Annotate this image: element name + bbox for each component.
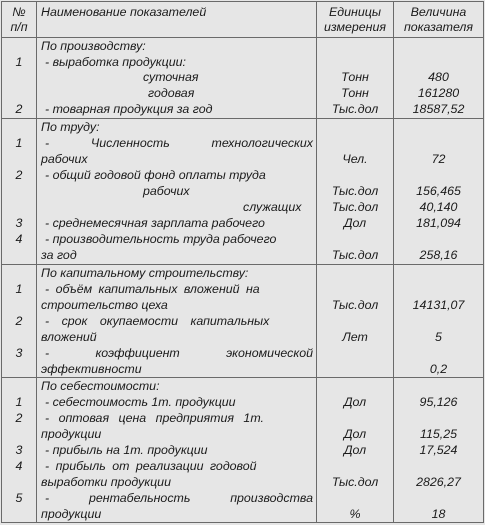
s3-r3-num: 3 <box>15 346 23 360</box>
header-unit-line1: Единицы <box>329 5 381 19</box>
section-capital-title: По капитальному строительству: <box>41 266 249 280</box>
s2-r2a-value: 156,465 <box>416 184 461 198</box>
s4-r1-unit: Дол <box>343 395 367 409</box>
s2-r1-num: 1 <box>15 136 23 150</box>
s2-r1-value: 72 <box>431 152 446 166</box>
s4-r5-label-line1 <box>45 490 313 506</box>
s3-r1-value: 14131,07 <box>412 298 465 312</box>
s3-r2-num: 2 <box>15 314 23 328</box>
s4-r4-label-line2: выработки продукции <box>41 475 171 489</box>
s4-r1-num: 1 <box>15 395 23 409</box>
s3-r3-label-line2: эффективности <box>41 362 142 376</box>
s4-r5-label-line2: продукции <box>41 507 102 521</box>
s3-r1-num: 1 <box>15 282 23 296</box>
s3-r3-label-line1 <box>45 345 313 361</box>
indicators-table <box>1 1 484 523</box>
s3-r3-word2: коэффициент <box>95 346 180 360</box>
s3-r2-label-line1: - срок окупаемости капитальных <box>45 314 270 328</box>
s4-r4-num: 4 <box>15 459 23 473</box>
s3-r1-label-line2: строительство цеха <box>41 298 168 312</box>
s4-r2-label-line2: продукции <box>41 427 102 441</box>
s2-r3-value: 181,094 <box>416 216 461 230</box>
section-labor-title: По труду: <box>41 120 100 134</box>
s4-r5-value: 18 <box>431 507 446 521</box>
s3-r1-unit: Тыс.дол <box>331 298 379 312</box>
s3-r2-unit: Лет <box>342 330 368 344</box>
header-num-full <box>2 4 36 20</box>
s4-r2-num: 2 <box>15 411 23 425</box>
s4-r5-unit: % <box>349 507 361 521</box>
s4-r1-label: - себестоимость 1т. продукции <box>45 395 236 409</box>
s4-r5-word1: - <box>45 491 50 505</box>
s4-r4-unit: Тыс.дол <box>331 475 379 489</box>
header-num-line2: п/п <box>10 20 28 34</box>
s2-r2-label: - общий годовой фонд оплаты труда <box>45 168 266 182</box>
s3-r3-word3: экономической <box>226 346 313 360</box>
s1-r2-label: - товарная продукция за год <box>45 102 213 116</box>
s2-r2b-unit: Тыс.дол <box>331 200 379 214</box>
s1-r1a-value: 480 <box>428 70 449 84</box>
s2-r4-label-line1: - производительность труда рабочего <box>45 232 277 246</box>
s4-r2-label-line1: - оптовая цена предприятия 1т. <box>45 411 264 425</box>
s2-r1-word3: технологических <box>211 136 313 150</box>
s2-r4-label-line2: за год <box>41 248 77 262</box>
s4-r4-label-line1: - прибыль от реализации годовой <box>45 459 257 473</box>
s2-r1-unit: Чел. <box>342 152 368 166</box>
col-divider-1 <box>36 1 37 523</box>
s4-r5-num: 5 <box>15 491 23 505</box>
s2-r1-word1: - <box>45 136 50 150</box>
s3-r3-word1: - <box>45 346 50 360</box>
s2-r2-num: 2 <box>15 168 23 182</box>
s3-r3-value: 0,2 <box>429 362 448 376</box>
s2-r2b-label: служащих <box>243 200 302 214</box>
s2-r1-word2: Численность <box>90 136 170 150</box>
s1-r2-value: 18587,52 <box>412 102 465 116</box>
header-unit-line2: измерения <box>323 20 386 34</box>
s4-r3-value: 17,524 <box>419 443 458 457</box>
s4-r5-word3: производства <box>230 491 313 505</box>
s4-r5-word2: рентабельность <box>88 491 191 505</box>
s4-r3-unit: Дол <box>343 443 367 457</box>
header-num-line1: № <box>12 5 26 19</box>
header-value-line1: Величина <box>410 5 467 19</box>
s3-r2-value: 5 <box>435 330 442 344</box>
border-top <box>1 1 484 2</box>
s3-r1-label-line1: - объём капитальных вложений на <box>45 282 260 296</box>
s2-r1-label-line1 <box>45 135 313 151</box>
section-production-title: По производству: <box>41 39 146 53</box>
s1-r1b-label: годовая <box>148 86 195 100</box>
header-value-line2: показателя <box>403 20 474 34</box>
s1-r1b-unit: Тонн <box>341 86 369 100</box>
s4-r4-value: 2826,27 <box>416 475 461 489</box>
s3-r2-label-line2: вложений <box>41 330 97 344</box>
border-bottom <box>1 522 484 523</box>
s1-r2-unit: Тыс.дол <box>331 102 379 116</box>
s2-r1-label-line2: рабочих <box>41 152 88 166</box>
s4-r3-label: - прибыль на 1т. продукции <box>45 443 208 457</box>
s4-r1-value: 95,126 <box>419 395 458 409</box>
s1-r1a-label: суточная <box>143 70 199 84</box>
s2-r2a-label: рабочих <box>143 184 190 198</box>
s1-r1a-unit: Тонн <box>341 70 369 84</box>
s2-r4-num: 4 <box>15 232 23 246</box>
section-cost-title: По себестоимости: <box>41 379 160 393</box>
s2-r4-unit: Тыс.дол <box>331 248 379 262</box>
s1-r1-num: 1 <box>15 55 23 69</box>
s4-r2-unit: Дол <box>343 427 367 441</box>
s2-r2a-unit: Тыс.дол <box>331 184 379 198</box>
s4-r3-num: 3 <box>15 443 23 457</box>
s1-r1b-value: 161280 <box>417 86 460 100</box>
s2-r3-label: - среднемесячная зарплата рабочего <box>45 216 265 230</box>
s2-r3-unit: Дол <box>343 216 367 230</box>
s1-r2-num: 2 <box>15 102 23 116</box>
header-name: Наименование показателей <box>41 5 207 19</box>
border-right <box>483 1 484 523</box>
s2-r4-value: 258,16 <box>419 248 458 262</box>
s2-r3-num: 3 <box>15 216 23 230</box>
s2-r2b-value: 40,140 <box>419 200 458 214</box>
s1-r1-label: - выработка продукции: <box>45 55 186 69</box>
s4-r2-value: 115,25 <box>420 427 457 441</box>
